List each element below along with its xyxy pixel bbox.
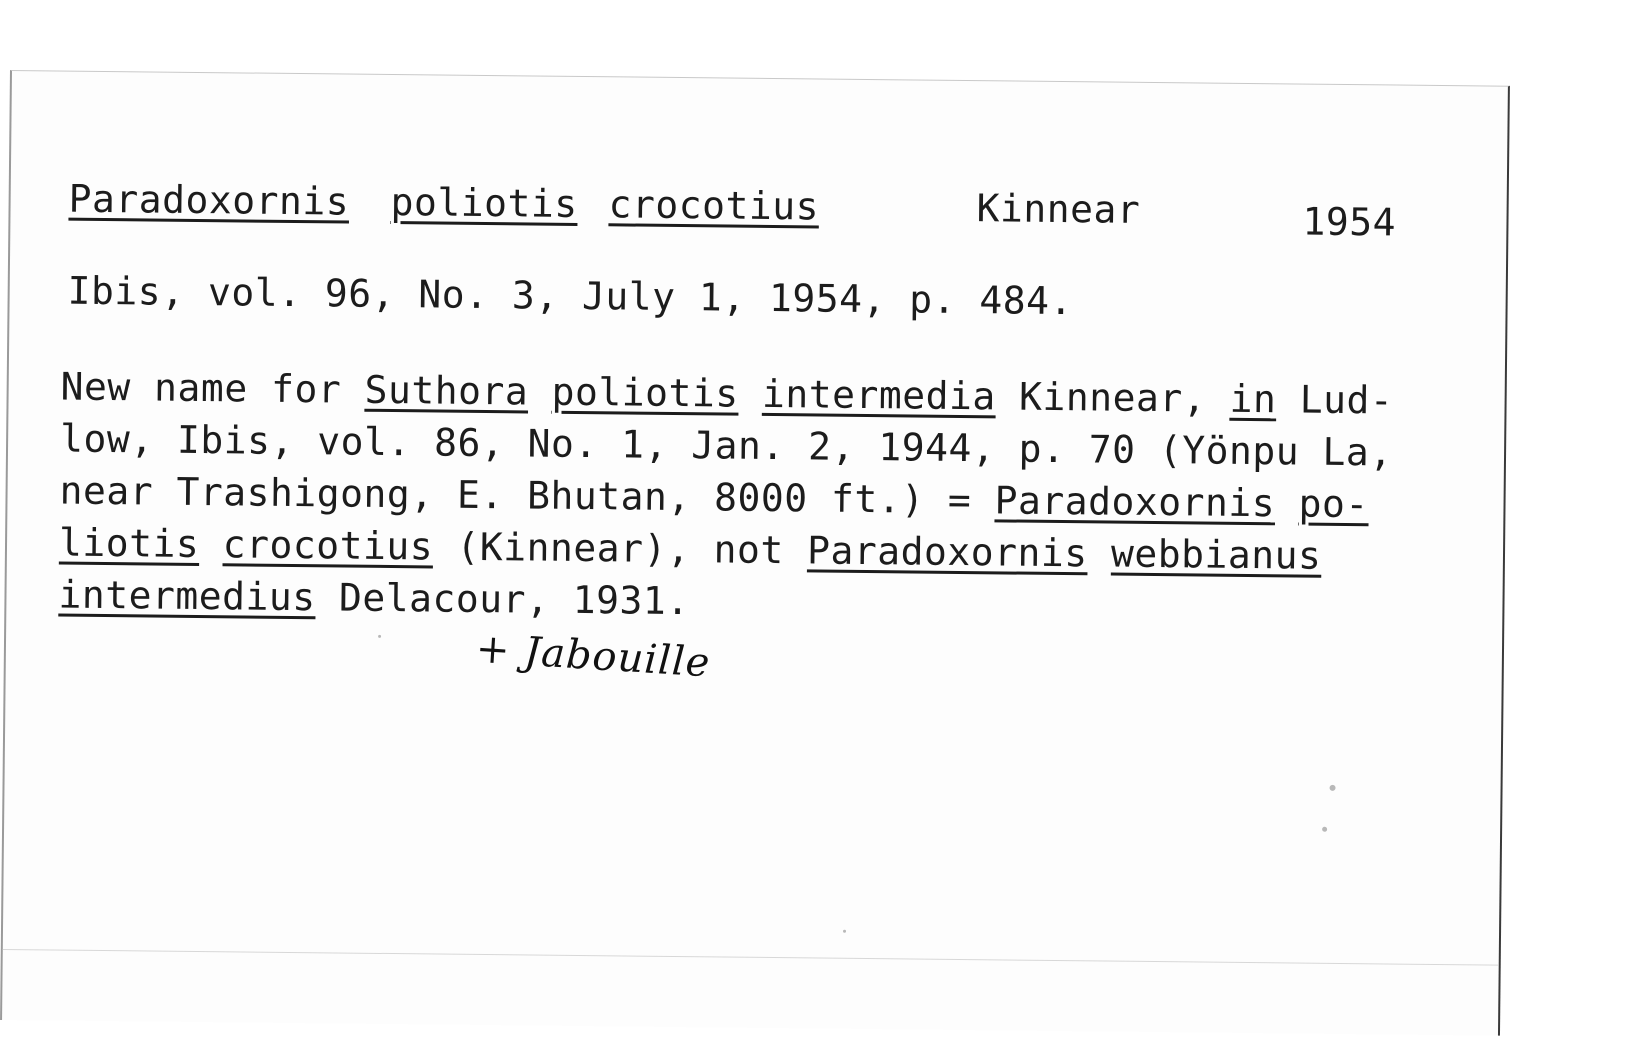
body-emphasis: in <box>1229 376 1277 422</box>
taxon-species: liotis <box>58 520 200 567</box>
body-text: near Trashigong, E. Bhutan, 8000 ft.) = <box>59 468 995 523</box>
body-text: Delacour, 1931. <box>315 575 690 624</box>
body-text <box>1275 481 1299 525</box>
speck <box>843 930 846 933</box>
taxon-genus: Paradoxornis <box>994 478 1276 526</box>
taxon-genus: Suthora <box>364 367 529 414</box>
author-name: Kinnear <box>976 186 1141 232</box>
body-text: Kinnear, <box>995 374 1230 421</box>
body-line-3 <box>59 468 1369 527</box>
index-card <box>0 70 1510 1036</box>
taxon-species: poliotis <box>551 369 739 416</box>
body-line-4 <box>58 520 1322 578</box>
card-bottom-edge <box>3 949 1499 966</box>
body-text: Lud- <box>1276 377 1394 423</box>
taxon-species: webbianus <box>1110 531 1322 578</box>
body-text <box>528 369 552 413</box>
taxon-genus: Paradoxornis <box>806 528 1088 576</box>
body-text: low, Ibis, vol. 86, No. 1, Jan. 2, 1944, p. 70 (Yönpu La, <box>59 416 1393 475</box>
body-line-1 <box>60 364 1394 423</box>
handwritten-annotation: + Jabouille <box>474 625 712 687</box>
title-row <box>68 176 1398 245</box>
species-name: poliotis <box>390 179 578 226</box>
body-line-5 <box>58 572 690 624</box>
body-text: New name for <box>60 364 365 412</box>
citation: Ibis, vol. 96, No. 3, July 1, 1954, p. 484. <box>67 268 1074 324</box>
taxon-species: po- <box>1298 481 1369 527</box>
speck <box>378 635 381 638</box>
taxon-subspecies: intermedius <box>58 572 316 620</box>
body-line-2 <box>59 416 1393 475</box>
body-text <box>199 522 223 566</box>
genus-name: Paradoxornis <box>68 176 350 224</box>
subspecies-name: crocotius <box>608 182 820 229</box>
taxon-subspecies: intermedia <box>761 371 997 419</box>
speck <box>1330 785 1336 791</box>
speck <box>1322 827 1327 832</box>
body-text <box>738 372 762 416</box>
taxon-subspecies: crocotius <box>222 522 434 569</box>
body-text <box>1087 531 1111 575</box>
publication-year: 1954 <box>1302 199 1397 245</box>
body-text: (Kinnear), not <box>432 524 808 573</box>
